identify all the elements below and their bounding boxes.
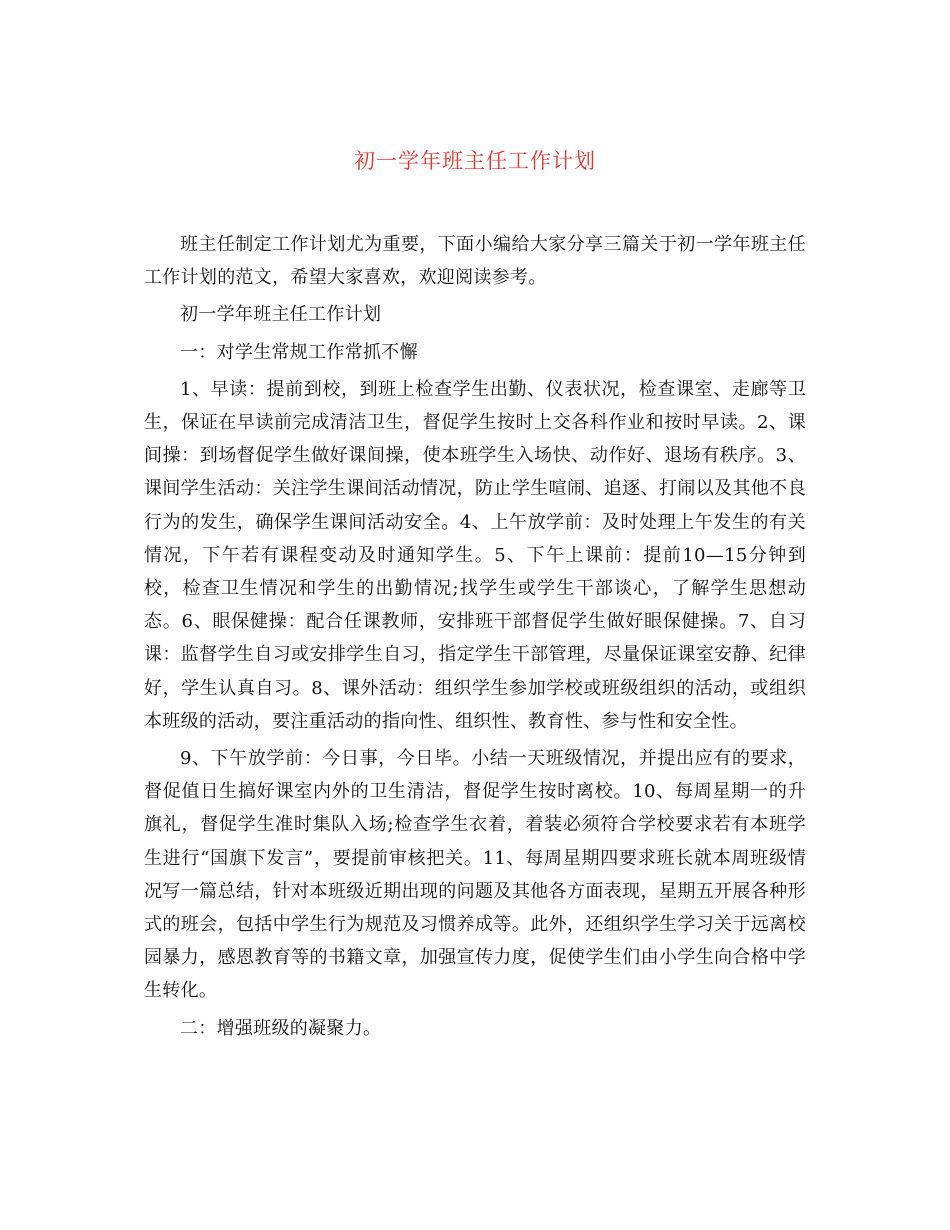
section-heading-1: 一：对学生常规工作常抓不懈 bbox=[180, 341, 418, 363]
section-heading-2: 二：增强班级的凝聚力。 bbox=[180, 1017, 382, 1039]
paragraph-routine-part2: 9、下午放学前：今日事，今日毕。小结一天班级情况，并提出应有的要求，督促值日生搞好课室内外的卫生清洁，督促学生按时离校。10、每周星期一的升旗礼，督促学生准时集队入场;检查学生衣着，着装必须符合学校要求若有本班学生进行“国旗下发言”，要提前审核把关。11、每周星期四要求班长就本周班级情况写一篇总结，针对本班级近期出现的问题及其他各方面表现，星期五开展各种形式的班会，包括中学生行为规范及习惯养成等。此外，还组织学生学习关于远离校园暴力，感恩教育等的书籍文章，加强宣传力度，促使学生们由小学生向合格中学生转化。 bbox=[144, 748, 806, 1002]
paragraph-intro: 班主任制定工作计划尤为重要，下面小编给大家分享三篇关于初一学年班主任工作计划的范文，希望大家喜欢，欢迎阅读参考。 bbox=[144, 234, 806, 289]
paragraph-routine-part1: 1、早读：提前到校，到班上检查学生出勤、仪表状况，检查课室、走廊等卫生，保证在早读前完成清洁卫生，督促学生按时上交各科作业和按时早读。2、课间操：到场督促学生做好课间操，使本班学生入场快、动作好、退场有秩序。3、课间学生活动：关注学生课间活动情况，防止学生喧闹、追逐、打闹以及其他不良行为的发生，确保学生课间活动安全。4、上午放学前：及时处理上午发生的有关情况，下午若有课程变动及时通知学生。5、下午上课前：提前10—15分钟到校，检查卫生情况和学生的出勤情况;找学生或学生干部谈心，了解学生思想动态。6、眼保健操：配合任课教师，安排班干部督促学生做好眼保健操。7、自习课：监督学生自习或安排学生自习，指定学生干部管理，尽量保证课室安静、纪律好，学生认真自习。8、课外活动：组织学生参加学校或班级组织的活动，或组织本班级的活动，要注重活动的指向性、组织性、教育性、参与性和安全性。 bbox=[144, 378, 806, 732]
document-body bbox=[144, 228, 806, 1049]
paragraph-subtitle: 初一学年班主任工作计划 bbox=[180, 304, 382, 326]
document-title: 初一学年班主任工作计划 bbox=[354, 149, 596, 173]
